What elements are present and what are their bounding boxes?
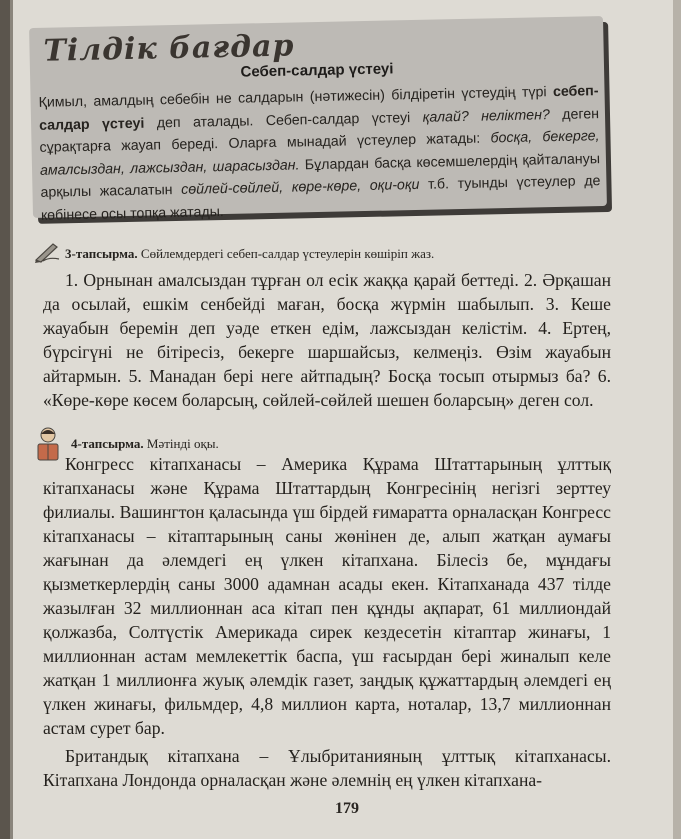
task-4-instruction: Мәтінді оқы.: [143, 436, 219, 451]
task-3-sentences: 1. Орнынан амалсыздан тұрған ол есік жаққа қарай беттеді. 2. Әрқашан да осылай, ешкім сенбейді маған, босқа жүрмін шабылып. 3. Кеше жауабын беремін деп уәде еткен едім, лажсыздан келістім. 4. Ертең, бүрсігүні не бітіресіз, бекерге шаршайсыз, келмеңіз. Өзім жауабын айтармын. 5. Манадан бері неге айтпадың? Босқа тосып отырмыз ба? 6. «Көре-көре көсем боларсың, сөйлей-сөйлей шешен боларсың» деген сол.: [43, 270, 611, 410]
page-edge: [673, 0, 681, 839]
rule-examples: босқа, бекерге, амалсыздан, лажсыздан, шарасыздан.: [39, 128, 600, 179]
task-3-instruction: Сөйлемдердегі себеп-салдар үстеулерін көшіріп жаз.: [137, 246, 435, 261]
library-paragraph-2: Британдық кітапхана – Ұлыбританияның ұлттық кітапханасы. Кітапхана Лондонда орналасқан және әлемнің ең үлкен кітапхана-: [43, 746, 611, 790]
book-page: [10, 0, 681, 839]
rule-box-title: Тілдік бағдар: [43, 28, 295, 69]
task-4-heading: [71, 436, 219, 452]
rule-box-subtitle: Себеп-салдар үстеуі: [240, 60, 394, 81]
rule-text: т.б. туынды үстеулер де көбінесе осы топқа жатады.: [40, 173, 601, 224]
task-4-label: 4-тапсырма.: [71, 436, 144, 451]
rule-questions: қалай? неліктен?: [422, 106, 550, 126]
rule-term: себеп-салдар үстеуі: [38, 83, 599, 134]
library-paragraph-1: Конгресс кітапханасы – Америка Құрама Штаттарының ұлттық кітапханасы және Құрама Штаттардың Конгресінің негізгі зерттеу филиалы. Вашингтон қаласында үш бірдей ғимаратта орналасқан Конгресс кітапханасы – кітаптарының саны жөнінен де, алып жатқан аумағы жағынан да әлемдегі ең үлкен кітапхана. Білесіз бе, мұндағы қызметкерлердің саны 3000 адамнан асады екен. Кітапханада 437 тілде жазылған 32 миллионнан аса кітап пен құнды ақпарат, 61 миллиондай қолжазба, Солтүстік Америкада сирек кездесетін кітаптар жинағы, 1 миллионнан астам мемлекеттік баспа, үш ғасырдан бері жиналып келе жатқан 1 миллионға жуық әлемдік газет, заңдық құжаттардың әлемдегі ең үлкен жинағы, фильмдер, 4,8 миллион карта, ноталар, 13,7 миллионнан астам сурет бар.: [43, 454, 611, 738]
rule-box-body: [38, 80, 601, 227]
pencil-writing-icon: [33, 240, 61, 269]
rule-text: Қимыл, амалдың себебін не салдарын (нәтижесін) білдіретін үстеудің түрі: [38, 84, 554, 111]
rule-text: деп аталады. Себеп-салдар үстеуі: [144, 109, 423, 132]
task-3-heading: [65, 246, 434, 262]
rule-text: Бұлардан басқа көсемшелердің қайталануы арқылы жасалатын: [40, 150, 601, 201]
rule-derived-examples: сөйлей-сөйлей, көре-көре, оқи-оқи: [181, 176, 420, 198]
page-number: 179: [335, 800, 359, 817]
task-4-text: [43, 452, 611, 792]
task-3-text: [43, 268, 611, 412]
rule-text: деген сұрақтарға жауап береді. Оларға мынадай үстеулер жатады:: [39, 105, 600, 156]
task-3-label: 3-тапсырма.: [65, 246, 138, 261]
language-rule-box: [29, 16, 607, 224]
